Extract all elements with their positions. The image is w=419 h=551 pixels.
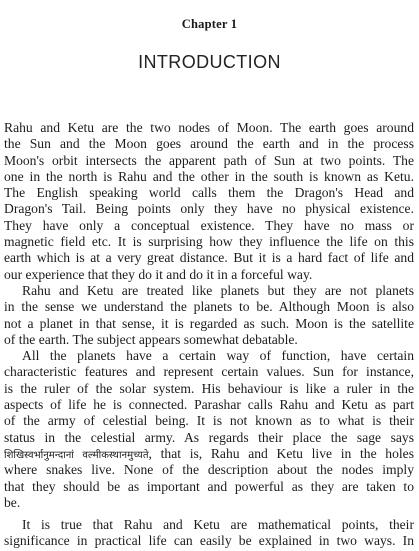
paragraph bbox=[4, 517, 414, 550]
text-line: The English speaking world calls them the Dragon's Head and bbox=[4, 185, 414, 201]
paragraph bbox=[4, 120, 414, 283]
text-line: in the sense we understand the planets to be. Although Moon is also bbox=[4, 299, 414, 315]
text-line: is the ruler of the solar system. His behaviour is like a ruler in the bbox=[4, 380, 414, 396]
text-line: significance in practical life can easily be explained in two ways. In bbox=[4, 533, 414, 549]
text-line: characteristic features and represent certain values. Sun for instance, bbox=[4, 364, 414, 380]
text-line: one in the north is Rahu and the other in the south is known as Ketu. bbox=[4, 168, 414, 184]
text-line: the Sun and the Moon goes around the earth and in the process bbox=[4, 136, 414, 152]
paragraph bbox=[4, 283, 414, 348]
body-text bbox=[4, 120, 414, 550]
text-line: not a planet in that sense, it is regarded as such. Moon is the satellite bbox=[4, 315, 414, 331]
text-line: of the army of celestial being. It is not known as to what is their bbox=[4, 413, 414, 429]
chapter-title: INTRODUCTION bbox=[138, 52, 281, 72]
text-line: that they should be as important and powerful as they are taken to bbox=[4, 478, 414, 494]
text-line: aspects of life he is connected. Parashar calls Rahu and Ketu as part bbox=[4, 397, 414, 413]
text-line: status in the celestial army. As regards their place the sage says bbox=[4, 429, 414, 445]
sanskrit-quote: शिखिस्वर्भानुमन्दानां वल्मीकस्थानमुच्यते bbox=[4, 449, 149, 461]
text-line: They have only a conceptual existence. They have no mass or bbox=[4, 217, 414, 233]
text-line: Dragon's Tail. Being points only they have no physical existence. bbox=[4, 201, 414, 217]
text-line: where snakes live. None of the description about the nodes imply bbox=[4, 462, 414, 478]
text-line-sanskrit: शिखिस्वर्भानुमन्दानां वल्मीकस्थानमुच्यते, that is, Rahu and Ketu live in the holes bbox=[4, 445, 414, 461]
text-line: Moon's orbit intersects the apparent path of Sun at two points. The bbox=[4, 152, 414, 168]
text-line: magnetic field etc. It is surprising how they influence the life on this bbox=[4, 234, 414, 250]
text-line: All the planets have a certain way of function, have certain bbox=[22, 348, 414, 364]
text-line: of the earth. The subject appears somewhat debatable. bbox=[4, 331, 298, 347]
text-line: earth which is at a very great distance. But it is a hard fact of life and bbox=[4, 250, 414, 266]
text-line: It is true that Rahu and Ketu are mathematical points, their bbox=[22, 517, 414, 533]
text-line: Rahu and Ketu are the two nodes of Moon. The earth goes around bbox=[4, 120, 414, 135]
text-line: Rahu and Ketu are treated like planets but they are not planets bbox=[22, 282, 414, 298]
chapter-label: Chapter 1 bbox=[181, 17, 238, 31]
paragraph bbox=[4, 348, 414, 511]
text-line: our experience that they do it and do it in a forceful way. bbox=[4, 266, 313, 282]
text-line: be. bbox=[4, 494, 21, 510]
